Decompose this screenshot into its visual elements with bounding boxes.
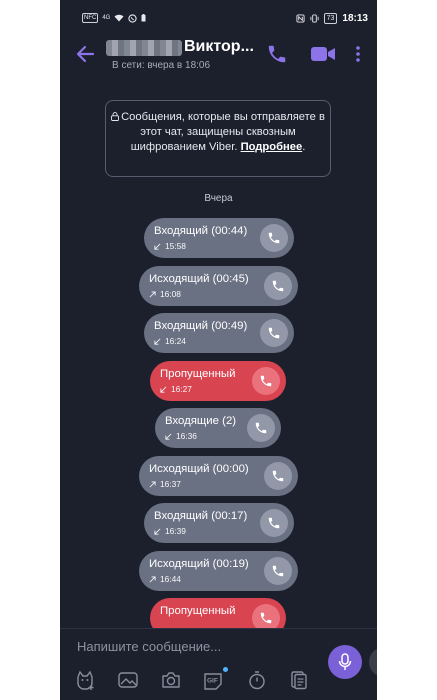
call-time-value: 16:39 (165, 526, 186, 536)
phone-icon[interactable] (266, 43, 288, 65)
gif-icon[interactable] (202, 669, 224, 691)
call-label: Входящие (2) (165, 415, 237, 427)
phone-icon (271, 564, 285, 578)
wifi-icon (114, 14, 124, 22)
call-time-value: 15:58 (165, 241, 186, 251)
sticker-icon[interactable] (74, 669, 96, 691)
encryption-notice (105, 100, 331, 177)
call-back-button[interactable] (247, 414, 275, 442)
voice-message-button[interactable] (328, 645, 362, 679)
phone-icon (271, 469, 285, 483)
incoming-arrow-icon (160, 386, 167, 393)
contact-name[interactable]: Виктор... (184, 38, 254, 55)
call-label: Исходящий (00:45) (149, 273, 249, 285)
encryption-notice-text: Сообщения, которые вы отправляете в этот чат, защищены сквозным шифрованием Viber. (121, 111, 325, 153)
phone-icon (267, 516, 281, 530)
call-label: Пропущенный (160, 368, 236, 380)
call-label: Входящий (00:17) (154, 510, 248, 522)
call-item[interactable] (155, 408, 281, 448)
phone-icon (254, 421, 268, 435)
call-label: Входящий (00:44) (154, 225, 248, 237)
phone-icon (267, 326, 281, 340)
nfc-indicator: NFC (84, 15, 97, 21)
call-back-button[interactable] (264, 272, 292, 300)
call-item[interactable] (139, 551, 298, 591)
outgoing-arrow-icon (149, 481, 156, 488)
timer-icon[interactable] (246, 669, 268, 691)
vibrate-icon (310, 14, 319, 23)
call-back-button[interactable] (252, 367, 280, 395)
call-time (149, 289, 181, 299)
call-back-button[interactable] (264, 557, 292, 585)
gallery-icon[interactable] (117, 669, 139, 691)
call-item[interactable] (139, 266, 298, 306)
call-label: Исходящий (00:00) (149, 463, 249, 475)
new-indicator-dot (223, 667, 228, 672)
phone-icon (259, 374, 273, 388)
call-back-button[interactable] (264, 462, 292, 490)
notice-suffix: . (302, 141, 306, 153)
day-separator: Вчера (204, 193, 233, 204)
incoming-arrow-icon (165, 433, 172, 440)
call-item[interactable] (144, 503, 294, 543)
incoming-arrow-icon (154, 338, 161, 345)
chat-header (60, 36, 377, 78)
back-arrow-icon[interactable] (74, 43, 96, 65)
composer-bar (60, 628, 377, 700)
contact-status: В сети: вчера в 18:06 (112, 60, 211, 71)
phone-icon (271, 279, 285, 293)
call-time-value: 16:44 (160, 574, 181, 584)
message-input[interactable]: Напишите сообщение... (77, 639, 222, 654)
phone-icon (267, 231, 281, 245)
call-time-value: 16:36 (176, 431, 197, 441)
call-back-button[interactable] (260, 319, 288, 347)
video-icon[interactable] (310, 44, 336, 64)
battery-indicator: 73 (324, 13, 338, 24)
battery-saver-icon (141, 14, 146, 22)
phone-screen (60, 0, 377, 700)
call-time (149, 574, 181, 584)
call-back-button[interactable] (260, 224, 288, 252)
composer-toolbar (74, 669, 314, 691)
network-type: 4G (102, 15, 111, 21)
lock-icon (111, 112, 119, 121)
learn-more-link[interactable]: Подробнее (240, 141, 303, 153)
incoming-arrow-icon (154, 243, 161, 250)
call-time (149, 479, 181, 489)
call-time (154, 336, 186, 346)
incoming-arrow-icon (154, 528, 161, 535)
call-item[interactable] (144, 313, 294, 353)
more-icon[interactable] (353, 44, 363, 64)
call-time (160, 384, 192, 394)
call-time (165, 431, 197, 441)
call-time-value: 16:37 (160, 479, 181, 489)
missed-call-item[interactable] (150, 361, 286, 401)
microphone-icon (338, 653, 352, 671)
call-back-button[interactable] (260, 509, 288, 537)
camera-icon[interactable] (160, 669, 182, 691)
blurred-name-part (106, 40, 182, 56)
call-time (154, 526, 186, 536)
outgoing-arrow-icon (149, 576, 156, 583)
side-bubble-edge (369, 647, 377, 677)
call-item[interactable] (144, 218, 294, 258)
viber-status-icon (128, 14, 137, 23)
call-label: Пропущенный (160, 605, 236, 617)
call-time-value: 16:27 (171, 384, 192, 394)
outgoing-arrow-icon (149, 291, 156, 298)
phone-icon (259, 611, 273, 625)
status-bar (60, 0, 377, 36)
nfc-icon (296, 14, 305, 23)
clock: 18:13 (342, 12, 368, 24)
call-item[interactable] (139, 456, 298, 496)
call-time-value: 16:24 (165, 336, 186, 346)
svg-text:GIF: GIF (207, 677, 218, 685)
call-label: Исходящий (00:19) (149, 558, 249, 570)
more-options-icon[interactable] (288, 669, 310, 691)
call-time (154, 241, 186, 251)
call-time-value: 16:08 (160, 289, 181, 299)
call-label: Входящий (00:49) (154, 320, 248, 332)
